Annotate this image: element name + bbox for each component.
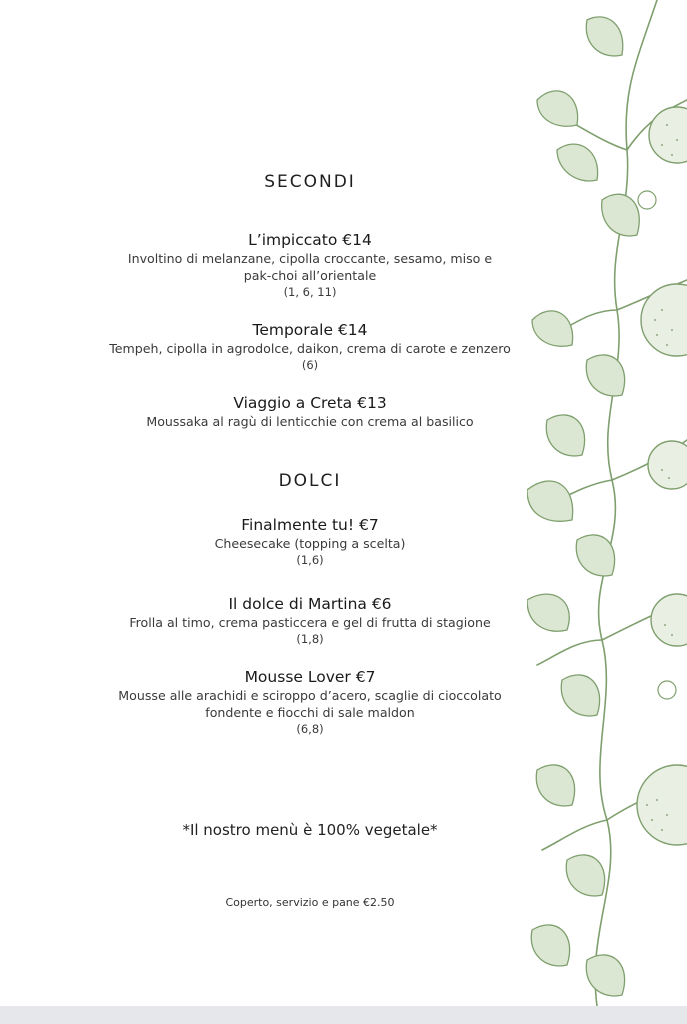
item-name: L’impiccato €14 (248, 231, 372, 249)
vegan-note: *Il nostro menù è 100% vegetale* (182, 821, 438, 839)
item-allergens: (1,8) (296, 632, 324, 646)
menu-item (0, 516, 620, 569)
menu-item (0, 321, 620, 374)
item-description: Involtino di melanzane, cipolla croccante, sesamo, miso e (127, 251, 493, 266)
menu-item (0, 595, 620, 648)
item-description: Cheesecake (topping a scelta) (214, 536, 406, 551)
section-title-dolci: DOLCI (278, 471, 342, 491)
item-name: Temporale €14 (252, 321, 368, 339)
cover-charge: Coperto, servizio e pane €2.50 (225, 896, 395, 909)
item-allergens: (6,8) (296, 722, 324, 736)
item-description: Mousse alle arachidi e sciroppo d’acero, scaglie di cioccolato (118, 688, 502, 703)
item-name: Mousse Lover €7 (244, 668, 376, 686)
menu-item (0, 394, 620, 430)
item-description: Tempeh, cipolla in agrodolce, daikon, crema di carote e zenzero (109, 341, 511, 356)
section-title-secondi: SECONDI (264, 172, 356, 192)
item-description-line2: fondente e fiocchi di sale maldon (205, 705, 415, 720)
item-allergens: (1, 6, 11) (283, 285, 337, 299)
item-description: Moussaka al ragù di lenticchie con crema al basilico (146, 414, 474, 429)
menu-item (0, 231, 620, 301)
bottom-strip (0, 1006, 687, 1024)
menu-item (0, 668, 620, 738)
item-allergens: (6) (301, 358, 319, 372)
item-name: Il dolce di Martina €6 (228, 595, 392, 613)
item-allergens: (1,6) (296, 553, 324, 567)
item-description-line2: pak-choi all’orientale (243, 268, 377, 283)
item-name: Finalmente tu! €7 (241, 516, 379, 534)
item-description: Frolla al timo, crema pasticcera e gel di frutta di stagione (129, 615, 491, 630)
botanical-illustration (527, 0, 687, 1006)
item-name: Viaggio a Creta €13 (233, 394, 387, 412)
